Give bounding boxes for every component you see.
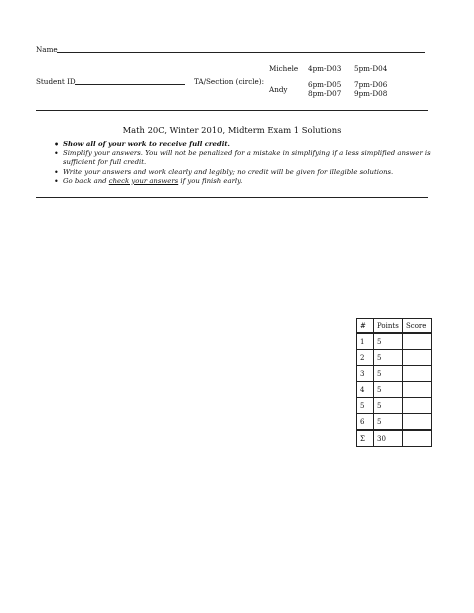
- table-row: [357, 414, 432, 431]
- header-divider: [36, 110, 428, 111]
- section-option[interactable]: 9pm-D08: [354, 89, 388, 98]
- total-symbol: Σ: [357, 430, 374, 447]
- instruction-item: [54, 177, 434, 186]
- score-table: [356, 318, 432, 447]
- col-header-points: Points: [374, 319, 403, 334]
- problem-points: 5: [374, 366, 403, 382]
- ta-name-andy: Andy: [269, 85, 288, 94]
- section-option[interactable]: 7pm-D06: [354, 80, 388, 89]
- section-option[interactable]: 4pm-D03: [308, 64, 342, 73]
- section-option[interactable]: 5pm-D04: [354, 64, 388, 73]
- ta-section-label: TA/Section (circle):: [194, 77, 265, 86]
- col-header-number: #: [357, 319, 374, 334]
- section-option[interactable]: 6pm-D05: [308, 80, 342, 89]
- instruction-emphasis: check your answers: [108, 176, 179, 185]
- instruction-text: Go back and: [63, 176, 109, 185]
- table-row: [357, 366, 432, 382]
- problem-points: 5: [374, 382, 403, 398]
- problem-points: 5: [374, 398, 403, 414]
- problem-number: 2: [357, 350, 374, 366]
- name-field-line[interactable]: [57, 52, 425, 53]
- student-id-field-line[interactable]: [75, 84, 185, 85]
- table-row: [357, 382, 432, 398]
- problem-score-cell[interactable]: [403, 333, 432, 350]
- score-table-header: [357, 319, 432, 334]
- instruction-item: • Show all of your work to receive full credit.: [54, 140, 434, 149]
- table-row: [357, 350, 432, 366]
- student-id-label: Student ID: [36, 77, 76, 86]
- instruction-item: • Simplify your answers. You will not be penalized for a mistake in simplifying if a less simplified answer is sufficient for full credit.: [54, 149, 434, 167]
- problem-number: 6: [357, 414, 374, 431]
- ta-name-michele: Michele: [269, 64, 299, 73]
- total-row: [357, 430, 432, 447]
- name-label: Name: [36, 45, 58, 54]
- problem-score-cell[interactable]: [403, 366, 432, 382]
- table-row: [357, 333, 432, 350]
- problem-points: 5: [374, 414, 403, 431]
- problem-score-cell[interactable]: [403, 398, 432, 414]
- total-points: 30: [374, 430, 403, 447]
- problem-points: 5: [374, 333, 403, 350]
- problem-score-cell[interactable]: [403, 350, 432, 366]
- problem-score-cell[interactable]: [403, 414, 432, 431]
- instructions-list: [54, 140, 434, 186]
- instruction-item: • Write your answers and work clearly and legibly; no credit will be given for illegible solutions.: [54, 168, 434, 177]
- problem-number: 5: [357, 398, 374, 414]
- exam-title: Math 20C, Winter 2010, Midterm Exam 1 Solutions: [122, 125, 342, 135]
- table-row: [357, 398, 432, 414]
- problem-number: 3: [357, 366, 374, 382]
- problem-score-cell[interactable]: [403, 382, 432, 398]
- col-header-score: Score: [403, 319, 432, 334]
- section-option[interactable]: 8pm-D07: [308, 89, 342, 98]
- problem-number: 4: [357, 382, 374, 398]
- total-score-cell[interactable]: [403, 430, 432, 447]
- instructions-divider: [36, 197, 428, 198]
- problem-points: 5: [374, 350, 403, 366]
- instruction-text: if you finish early.: [178, 176, 243, 185]
- problem-number: 1: [357, 333, 374, 350]
